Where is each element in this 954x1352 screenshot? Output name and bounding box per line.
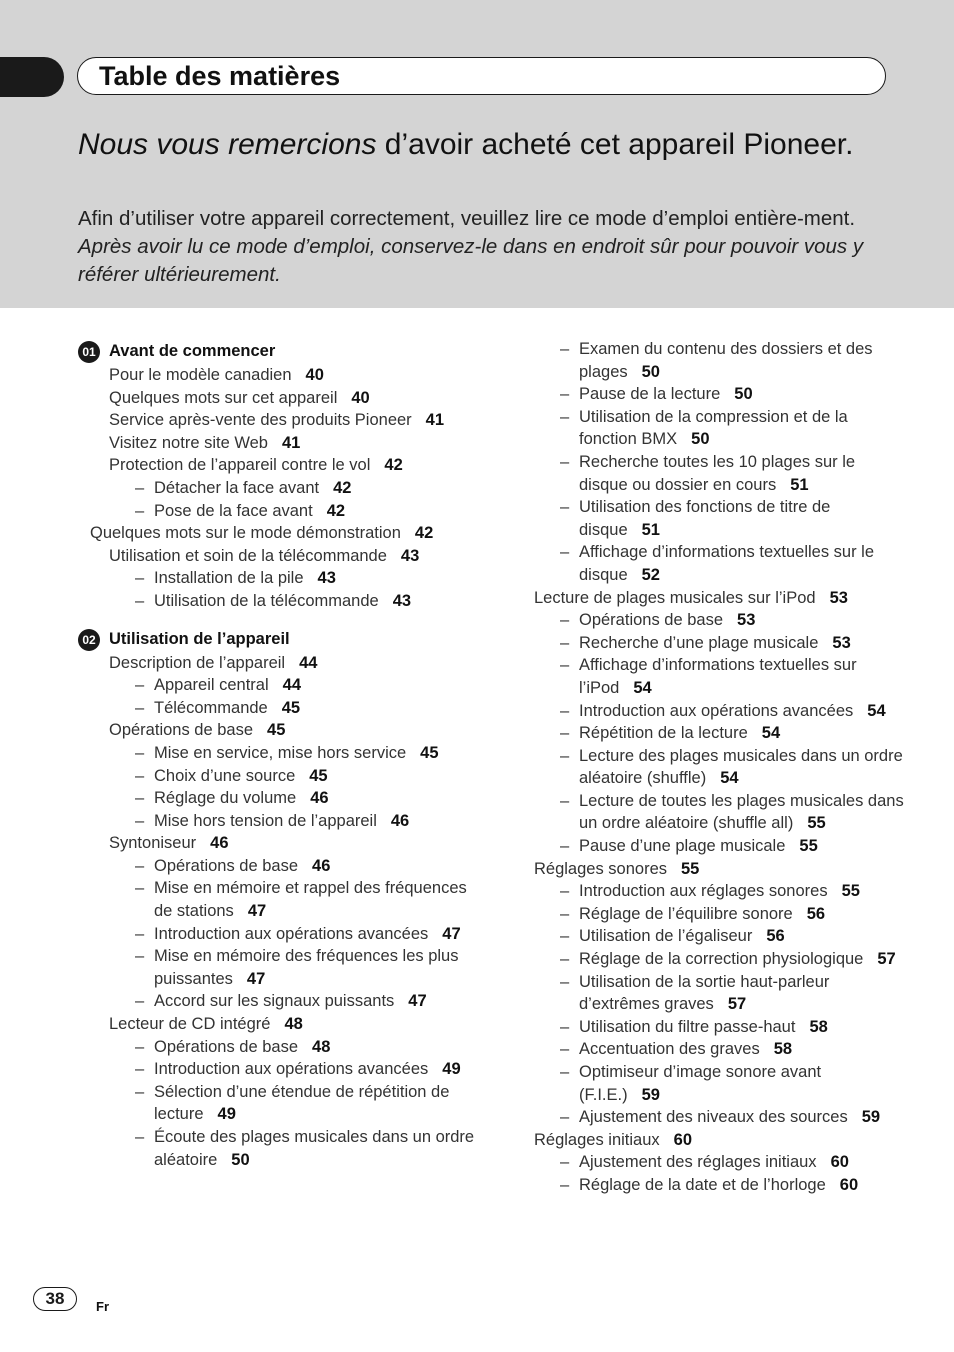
toc-entry-text: Mise en service, mise hors service xyxy=(154,743,407,762)
dash-bullet: – xyxy=(560,950,570,969)
page-number: 38 xyxy=(33,1287,77,1311)
toc-page-number: 56 xyxy=(806,904,826,923)
toc-entry[interactable] xyxy=(78,719,478,742)
dash-bullet: – xyxy=(560,385,570,404)
toc-entry[interactable] xyxy=(78,877,478,922)
toc-entry[interactable] xyxy=(534,1129,904,1152)
toc-entry-text: Introduction aux opérations avancées xyxy=(579,701,854,720)
toc-page-number: 54 xyxy=(761,724,781,743)
toc-entry[interactable] xyxy=(534,654,904,699)
toc-entry[interactable] xyxy=(78,652,478,675)
toc-page-number: 42 xyxy=(333,478,352,497)
toc-page-number: 46 xyxy=(310,789,329,808)
toc-entry-text: Description de l’appareil xyxy=(109,653,286,672)
toc-page-number: 45 xyxy=(420,743,439,762)
dash-bullet: – xyxy=(560,1108,570,1127)
dash-bullet: – xyxy=(135,478,145,497)
toc-page-number: 43 xyxy=(392,591,412,610)
toc-page-number: 41 xyxy=(425,411,445,430)
dash-bullet: – xyxy=(560,1040,570,1059)
toc-page-number: 49 xyxy=(217,1105,236,1124)
toc-entry-text: Choix d’une source xyxy=(154,766,296,785)
toc-entry-text: Utilisation du filtre passe-haut xyxy=(579,1017,796,1036)
dash-bullet: – xyxy=(560,452,570,471)
toc-entry-text: Appareil central xyxy=(154,676,269,695)
toc-entry-text: Détacher la face avant xyxy=(154,478,320,497)
toc-entry[interactable] xyxy=(78,697,478,720)
toc-page-number: 42 xyxy=(414,524,434,543)
toc-entry-text: Accentuation des graves xyxy=(579,1040,760,1059)
toc-entry[interactable] xyxy=(534,880,904,903)
dash-bullet: – xyxy=(135,879,145,898)
toc-page-number: 42 xyxy=(384,456,403,475)
toc-page-number: 57 xyxy=(727,995,747,1014)
toc-entry[interactable] xyxy=(534,835,904,858)
dash-bullet: – xyxy=(135,743,145,762)
toc-page-number: 47 xyxy=(442,924,461,943)
toc-entry[interactable] xyxy=(534,338,904,383)
toc-entry-text: Opérations de base xyxy=(109,721,254,740)
toc-page-number: 46 xyxy=(312,856,331,875)
toc-entry-text: Visitez notre site Web xyxy=(109,433,268,452)
toc-entry-text: Utilisation de la sortie haut-parleur d’extrêmes graves xyxy=(579,972,830,1014)
toc-entry-text: Lecture de plages musicales sur l’iPod xyxy=(534,588,816,607)
toc-entry-text: Mise hors tension de l’appareil xyxy=(154,811,377,830)
dash-bullet: – xyxy=(135,569,145,588)
toc-page-number: 54 xyxy=(720,769,739,788)
toc-chapter[interactable] xyxy=(78,626,478,652)
toc-entry-text: Réglage de l’équilibre sonore xyxy=(579,904,793,923)
toc-page-number: 47 xyxy=(408,992,427,1011)
dash-bullet: – xyxy=(560,791,570,810)
toc-entry[interactable] xyxy=(78,387,478,410)
toc-page-number: 40 xyxy=(351,388,370,407)
toc-entry-text: Utilisation de l’égaliseur xyxy=(579,927,753,946)
toc-entry[interactable] xyxy=(78,810,478,833)
dash-bullet: – xyxy=(135,676,145,695)
toc-entry-text: Affichage d’informations textuelles sur l’iPod xyxy=(579,656,857,697)
toc-entry[interactable] xyxy=(78,567,478,590)
dash-bullet: – xyxy=(135,1082,145,1101)
section-tab-marker xyxy=(0,57,64,97)
toc-entry[interactable] xyxy=(78,990,478,1013)
toc-page-number: 50 xyxy=(641,362,660,381)
toc-page-number: 46 xyxy=(210,834,229,853)
toc-entry[interactable] xyxy=(534,632,904,655)
toc-page-number: 50 xyxy=(734,385,753,404)
toc-entry[interactable] xyxy=(534,1151,904,1174)
toc-page-number: 60 xyxy=(673,1130,693,1149)
toc-entry-text: Mise en mémoire des fréquences les plus puissantes xyxy=(154,947,459,988)
section-title-pill xyxy=(77,57,886,95)
toc-entry-text: Écoute des plages musicales dans un ordre aléatoire xyxy=(154,1128,475,1169)
toc-page-number: 47 xyxy=(247,902,267,921)
toc-entry-text: Réglage du volume xyxy=(154,789,297,808)
toc-page-number: 41 xyxy=(281,433,301,452)
toc-entry[interactable] xyxy=(78,742,478,765)
toc-entry-text: Lecture des plages musicales dans un ordre aléatoire (shuffle) xyxy=(579,746,903,788)
toc-entry-text: Pause de la lecture xyxy=(579,385,721,404)
toc-entry[interactable] xyxy=(78,787,478,810)
toc-entry-text: Service après-vente des produits Pioneer xyxy=(109,411,412,430)
toc-entry[interactable] xyxy=(534,948,904,971)
toc-page-number: 54 xyxy=(633,678,652,697)
dash-bullet: – xyxy=(560,724,570,743)
toc-entry-text: Utilisation de la télécommande xyxy=(154,591,379,610)
toc-entry[interactable] xyxy=(534,1174,904,1197)
dash-bullet: – xyxy=(135,501,145,520)
toc-entry-text: Utilisation et soin de la télécommande xyxy=(109,546,387,565)
toc-entry-text: Recherche d’une plage musicale xyxy=(579,633,819,652)
dash-bullet: – xyxy=(560,927,570,946)
dash-bullet: – xyxy=(560,882,570,901)
toc-page-number: 58 xyxy=(809,1017,828,1036)
intro-paragraph xyxy=(78,205,908,289)
toc-entry[interactable] xyxy=(534,451,904,496)
toc-entry[interactable] xyxy=(78,1081,478,1126)
toc-page-number: 45 xyxy=(309,766,328,785)
toc-entry-text: Lecteur de CD intégré xyxy=(109,1015,271,1034)
dash-bullet: – xyxy=(560,701,570,720)
intro-body-italic: Après avoir lu ce mode d’emploi, conservez-le dans en endroit sûr pour pouvoir vous y référer ultérieurement. xyxy=(78,235,864,286)
toc-page-number: 48 xyxy=(284,1015,303,1034)
toc-entry-text: Réglage de la date et de l’horloge xyxy=(579,1175,826,1194)
dash-bullet: – xyxy=(135,1128,145,1146)
language-label: Fr xyxy=(96,1299,109,1314)
dash-bullet: – xyxy=(135,1037,145,1056)
toc-entry[interactable] xyxy=(78,1013,478,1036)
toc-page-number: 43 xyxy=(400,546,420,565)
dash-bullet: – xyxy=(560,1175,570,1194)
toc-page-number: 57 xyxy=(877,950,896,969)
toc-page-number: 45 xyxy=(267,721,286,740)
toc-entry-text: Opérations de base xyxy=(579,611,724,630)
toc-page-number: 60 xyxy=(830,1153,849,1172)
toc-entry[interactable] xyxy=(534,745,904,790)
toc-entry[interactable] xyxy=(78,364,478,387)
dash-bullet: – xyxy=(560,498,570,517)
dash-bullet: – xyxy=(560,904,570,923)
toc-entry-text: Syntoniseur xyxy=(109,834,197,853)
toc-page-number: 53 xyxy=(832,633,851,652)
dash-bullet: – xyxy=(560,611,570,630)
toc-entry[interactable] xyxy=(78,832,478,855)
toc-page-number: 47 xyxy=(246,969,266,988)
toc-page-number: 51 xyxy=(790,475,809,494)
chapter-title: Utilisation de l’appareil xyxy=(109,629,290,648)
toc-page-number: 59 xyxy=(641,1085,660,1104)
toc-page-number: 58 xyxy=(773,1040,793,1059)
chapter-title: Avant de commencer xyxy=(109,342,276,360)
toc-entry[interactable] xyxy=(78,477,478,500)
toc-entry-text: Opérations de base xyxy=(154,1037,299,1056)
toc-entry-text: Quelques mots sur cet appareil xyxy=(109,388,338,407)
dash-bullet: – xyxy=(135,947,145,966)
toc-entry-text: Installation de la pile xyxy=(154,569,304,588)
toc-entry[interactable] xyxy=(534,700,904,723)
dash-bullet: – xyxy=(560,1153,570,1172)
toc-page-number: 59 xyxy=(861,1108,881,1127)
toc-chapter[interactable] xyxy=(78,338,478,364)
toc-entry-text: Optimiseur d’image sonore avant (F.I.E.) xyxy=(579,1063,822,1104)
toc-entry-text: Quelques mots sur le mode démonstration xyxy=(90,524,401,543)
toc-page-number: 50 xyxy=(231,1150,250,1169)
toc-entry[interactable] xyxy=(78,923,478,946)
toc-entry[interactable] xyxy=(534,790,904,835)
toc-entry[interactable] xyxy=(78,1126,478,1171)
toc-entry-text: Ajustement des réglages initiaux xyxy=(579,1153,817,1172)
dash-bullet: – xyxy=(560,746,570,765)
dash-bullet: – xyxy=(135,1060,145,1079)
toc-entry-text: Utilisation des fonctions de titre de disque xyxy=(579,498,831,539)
dash-bullet: – xyxy=(135,789,145,808)
toc-entry[interactable] xyxy=(534,1061,904,1106)
dash-bullet: – xyxy=(560,1017,570,1036)
toc-entry[interactable] xyxy=(534,1038,904,1061)
toc-entry[interactable] xyxy=(534,722,904,745)
toc-entry-text: Pour le modèle canadien xyxy=(109,366,292,384)
toc-entry-text: Réglages initiaux xyxy=(534,1130,660,1149)
toc-entry[interactable] xyxy=(534,383,904,406)
toc-entry[interactable] xyxy=(534,925,904,948)
toc-page-number: 60 xyxy=(839,1175,859,1194)
toc-entry-text: Mise en mémoire et rappel des fréquences de stations xyxy=(154,879,467,921)
toc-entry-text: Lecture de toutes les plages musicales dans un ordre aléatoire (shuffle all) xyxy=(579,791,904,833)
toc-entry[interactable] xyxy=(78,1036,478,1059)
dash-bullet: – xyxy=(560,1063,570,1081)
toc-entry-text: Examen du contenu des dossiers et des plages xyxy=(579,340,873,381)
dash-bullet: – xyxy=(560,972,570,991)
toc-page-number: 49 xyxy=(442,1060,461,1079)
toc-entry[interactable] xyxy=(534,496,904,541)
toc-page-number: 42 xyxy=(326,501,346,520)
toc-entry[interactable] xyxy=(78,500,478,523)
toc-entry-text: Pause d’une plage musicale xyxy=(579,837,786,856)
toc-page-number: 55 xyxy=(799,837,818,856)
toc-entry[interactable] xyxy=(534,858,904,881)
toc-entry-text: Pose de la face avant xyxy=(154,501,313,520)
toc-page-number: 45 xyxy=(281,698,301,717)
toc-entry[interactable] xyxy=(534,609,904,632)
toc-page-number: 55 xyxy=(681,859,700,878)
intro-heading-rest: d’avoir acheté cet appareil Pioneer. xyxy=(376,128,854,161)
toc-entry[interactable] xyxy=(534,971,904,1016)
dash-bullet: – xyxy=(135,766,145,785)
toc-entry-text: Télécommande xyxy=(154,698,268,717)
dash-bullet: – xyxy=(135,698,145,717)
toc-page-number: 48 xyxy=(312,1037,331,1056)
dash-bullet: – xyxy=(560,633,570,652)
toc-page-number: 40 xyxy=(305,366,324,384)
toc-entry-text: Réglages sonores xyxy=(534,859,667,878)
toc-entry-text: Sélection d’une étendue de répétition de lecture xyxy=(154,1082,450,1124)
toc-entry[interactable] xyxy=(534,903,904,926)
toc-page-number: 44 xyxy=(299,653,318,672)
toc-entry[interactable] xyxy=(534,587,904,610)
toc-entry[interactable] xyxy=(78,855,478,878)
dash-bullet: – xyxy=(135,992,145,1011)
toc-entry[interactable] xyxy=(78,674,478,697)
dash-bullet: – xyxy=(560,543,570,562)
toc-entry[interactable] xyxy=(534,1106,904,1129)
toc-entry[interactable] xyxy=(78,765,478,788)
intro-body-regular: Afin d’utiliser votre appareil correctement, veuillez lire ce mode d’emploi entière-ment. xyxy=(78,207,856,230)
toc-entry-text: Réglage de la correction physiologique xyxy=(579,950,864,969)
section-title: Table des matières xyxy=(99,61,341,91)
toc-entry[interactable] xyxy=(78,432,478,455)
toc-column-right xyxy=(534,338,904,1197)
dash-bullet: – xyxy=(135,811,145,830)
toc-entry-text: Répétition de la lecture xyxy=(579,724,748,743)
toc-entry-text: Introduction aux opérations avancées xyxy=(154,924,429,943)
toc-entry[interactable] xyxy=(534,1016,904,1039)
dash-bullet: – xyxy=(560,340,570,358)
toc-page-number: 50 xyxy=(691,430,710,449)
toc-entry[interactable] xyxy=(534,541,904,586)
toc-entry-text: Introduction aux réglages sonores xyxy=(579,882,828,901)
toc-entry[interactable] xyxy=(78,945,478,990)
intro-heading-italic: Nous vous remercions xyxy=(78,128,377,161)
toc-entry-text: Accord sur les signaux puissants xyxy=(154,992,395,1011)
dash-bullet: – xyxy=(560,656,570,675)
toc-page-number: 55 xyxy=(841,882,860,901)
toc-entry-text: Introduction aux opérations avancées xyxy=(154,1060,429,1079)
dash-bullet: – xyxy=(135,924,145,943)
dash-bullet: – xyxy=(135,591,145,610)
toc-entry-text: Protection de l’appareil contre le vol xyxy=(109,456,371,475)
toc-entry-text: Recherche toutes les 10 plages sur le disque ou dossier en cours xyxy=(579,452,856,494)
toc-entry[interactable] xyxy=(78,545,478,568)
dash-bullet: – xyxy=(560,837,570,856)
toc-column-left xyxy=(78,338,478,1171)
toc-page-number: 52 xyxy=(641,565,660,584)
toc-entry[interactable] xyxy=(78,522,478,545)
toc-entry[interactable] xyxy=(534,406,904,451)
toc-page-number: 51 xyxy=(641,520,660,539)
dash-bullet: – xyxy=(560,407,570,426)
toc-page-number: 55 xyxy=(807,814,826,833)
toc-entry-text: Utilisation de la compression et de la fonction BMX xyxy=(579,407,848,449)
intro-heading xyxy=(78,128,898,162)
toc-entry[interactable] xyxy=(78,590,478,613)
toc-entry[interactable] xyxy=(78,1058,478,1081)
toc-entry-text: Opérations de base xyxy=(154,856,299,875)
toc-entry-text: Ajustement des niveaux des sources xyxy=(579,1108,848,1127)
toc-page-number: 43 xyxy=(317,569,336,588)
toc-page-number: 44 xyxy=(282,676,302,695)
toc-page-number: 53 xyxy=(737,611,756,630)
toc-page-number: 54 xyxy=(867,701,886,720)
toc-entry[interactable] xyxy=(78,409,478,432)
chapter-number-badge: 01 xyxy=(78,341,100,363)
dash-bullet: – xyxy=(135,856,145,875)
toc-entry[interactable] xyxy=(78,454,478,477)
toc-page-number: 46 xyxy=(390,811,410,830)
toc-page-number: 56 xyxy=(766,927,785,946)
chapter-number-badge: 02 xyxy=(78,629,100,651)
toc-page-number: 53 xyxy=(829,588,848,607)
toc-entry-text: Affichage d’informations textuelles sur le disque xyxy=(579,543,875,584)
